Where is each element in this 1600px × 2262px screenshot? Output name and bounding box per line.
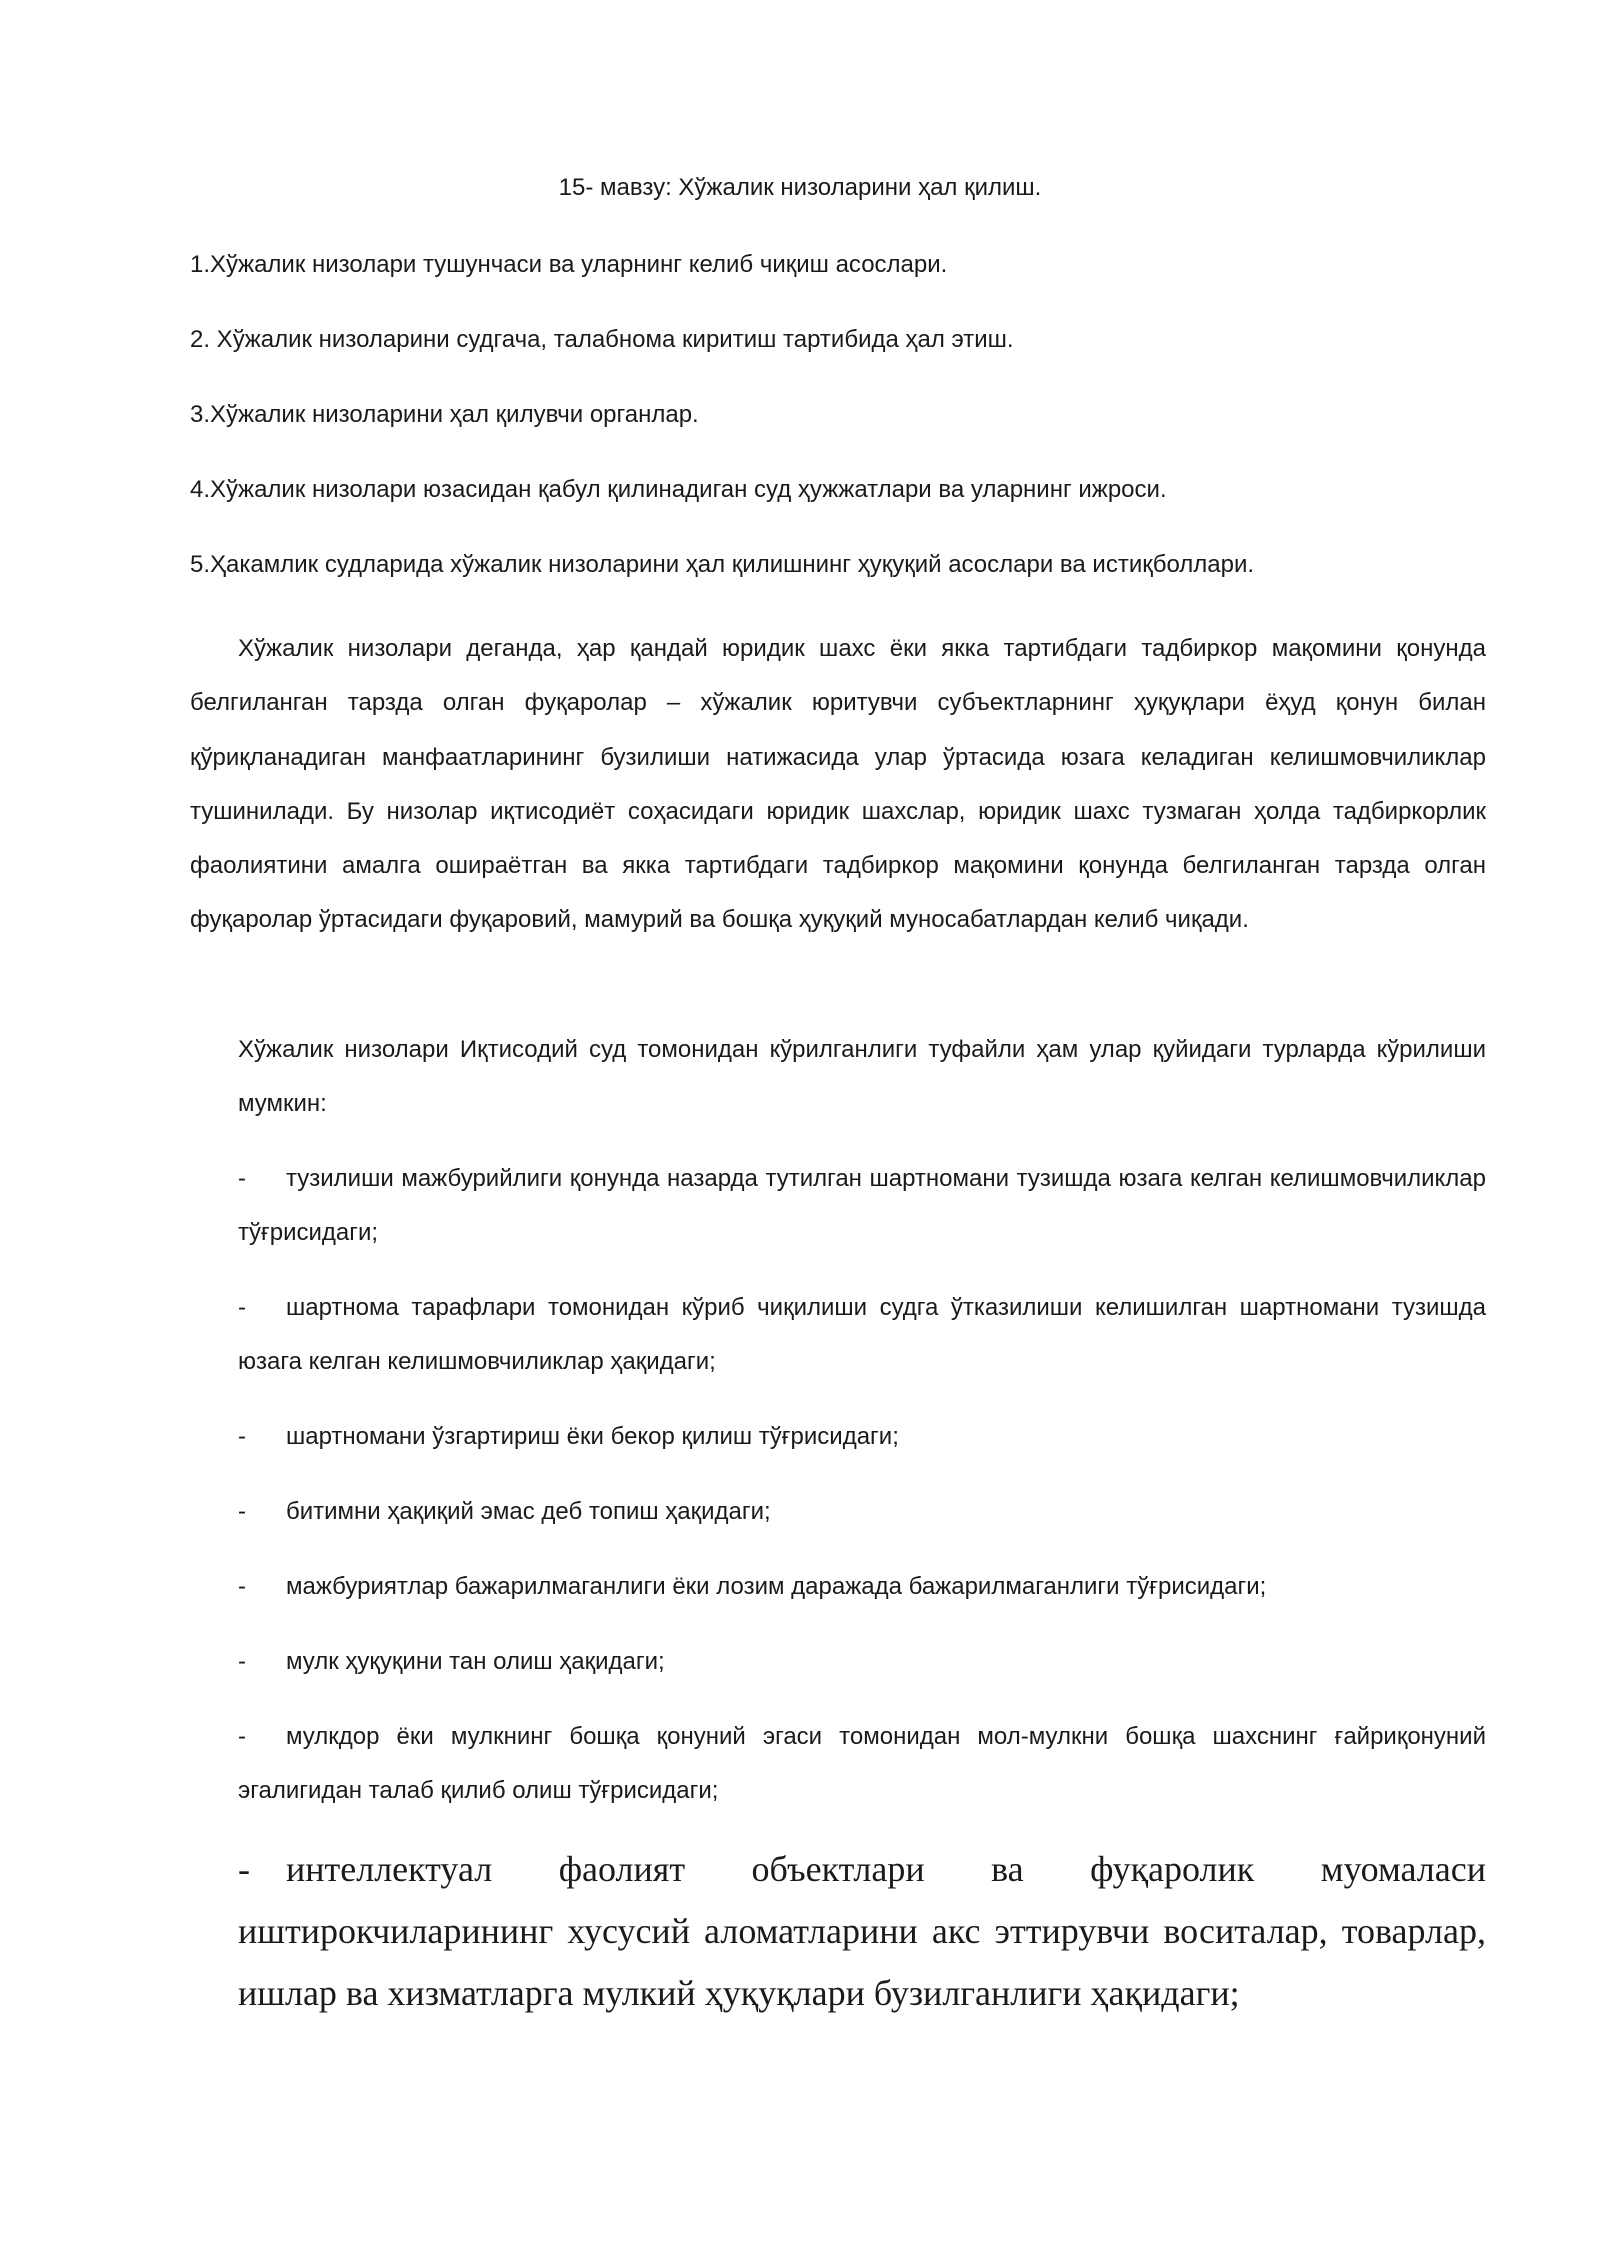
dispute-type-item	[238, 1152, 1486, 1260]
dispute-type-item	[238, 1560, 1486, 1614]
dispute-type-text: битимни ҳақиқий эмас деб топиш ҳақидаги;	[286, 1498, 771, 1525]
definition-paragraph: Хўжалик низолари деганда, ҳар қандай юридик шахс ёки якка тартибдаги тадбиркор мақомини қонунда белгиланган тарзда олган фуқаролар – хўжалик юритувчи субъектларнинг ҳуқуқлари ёҳуд қонун билан қўриқланадиган манфаатларининг бузилиши натижасида улар ўртасида юзага келадиган келишмовчиликлар тушинилади. Бу низолар иқтисодиёт соҳасидаги юридик шахслар, юридик шахс тузмаган ҳолда тадбиркорлик фаолиятини амалга ошираётган ва якка тартибдаги тадбиркор мақомини қонунда белгиланган тарзда олган фуқаролар ўртасидаги фуқаровий, мамурий ва бошқа ҳуқуқий муносабатлардан келиб чиқади.	[190, 635, 1486, 934]
dispute-type-text: мулк ҳуқуқини тан олиш ҳақидаги;	[286, 1648, 665, 1675]
dispute-type-item	[238, 1485, 1486, 1539]
bullet-dash: -	[238, 1648, 246, 1675]
outline-item-3: 3.Хўжалик низоларини ҳал қилувчи органлар.	[190, 401, 699, 428]
outline-item-5: 5.Ҳакамлик судларида хўжалик низоларини ҳал қилишнинг ҳуқуқий асослари ва истиқболлари.	[190, 551, 1255, 578]
outline-item-4: 4.Хўжалик низолари юзасидан қабул қилинадиган суд ҳужжатлари ва уларнинг ижроси.	[190, 476, 1167, 503]
document-title: 15- мавзу: Хўжалик низоларини ҳал қилиш.	[558, 174, 1042, 201]
dispute-type-text: шартнома тарафлари томонидан кўриб чиқилиши судга ўтказилиши келишилган шартномани тузишда юзага келган келишмовчиликлар ҳақидаги;	[238, 1294, 1486, 1375]
types-intro-paragraph: Хўжалик низолари Иқтисодий суд томонидан кўрилганлиги туфайли ҳам улар қуйидаги турларда кўрилиши мумкин:	[238, 1036, 1486, 1117]
dispute-type-text: мажбуриятлар бажарилмаганлиги ёки лозим даражада бажарилмаганлиги тўғрисидаги;	[286, 1573, 1267, 1600]
dispute-type-text: интеллектуал фаолият объектлари ва фуқаролик муомаласи иштирокчиларининг хусусий аломатларини акс эттирувчи воситалар, товарлар, ишлар ва хизматларга мулкий ҳуқуқлари бузилганлиги ҳақидаги;	[238, 1849, 1486, 2013]
dispute-type-text: шартномани ўзгартириш ёки бекор қилиш тўғрисидаги;	[286, 1423, 899, 1450]
bullet-dash: -	[238, 1849, 250, 1889]
dispute-type-text: мулкдор ёки мулкнинг бошқа қонуний эгаси томонидан мол-мулкни бошқа шахснинг ғайриқонуний эгалигидан талаб қилиб олиш тўғрисидаги;	[238, 1723, 1486, 1804]
outline-item-2: 2. Хўжалик низоларини судгача, талабнома киритиш тартибида ҳал этиш.	[190, 326, 1014, 353]
dispute-type-item	[238, 1710, 1486, 1818]
bullet-dash: -	[238, 1573, 246, 1600]
dispute-type-text: тузилиши мажбурийлиги қонунда назарда тутилган шартномани тузишда юзага келган келишмовчиликлар тўғрисидаги;	[238, 1165, 1486, 1246]
bullet-dash: -	[238, 1498, 246, 1525]
dispute-type-item	[238, 1281, 1486, 1389]
bullet-dash: -	[238, 1165, 246, 1192]
bullet-dash: -	[238, 1294, 246, 1321]
topic-outline	[190, 247, 1490, 622]
bullet-dash: -	[238, 1723, 246, 1750]
dispute-type-item-large	[238, 1838, 1486, 2024]
bullet-dash: -	[238, 1423, 246, 1450]
dispute-type-item	[238, 1410, 1486, 1464]
outline-item-1: 1.Хўжалик низолари тушунчаси ва уларнинг келиб чиқиш асослари.	[190, 251, 948, 278]
dispute-type-item	[238, 1635, 1486, 1689]
